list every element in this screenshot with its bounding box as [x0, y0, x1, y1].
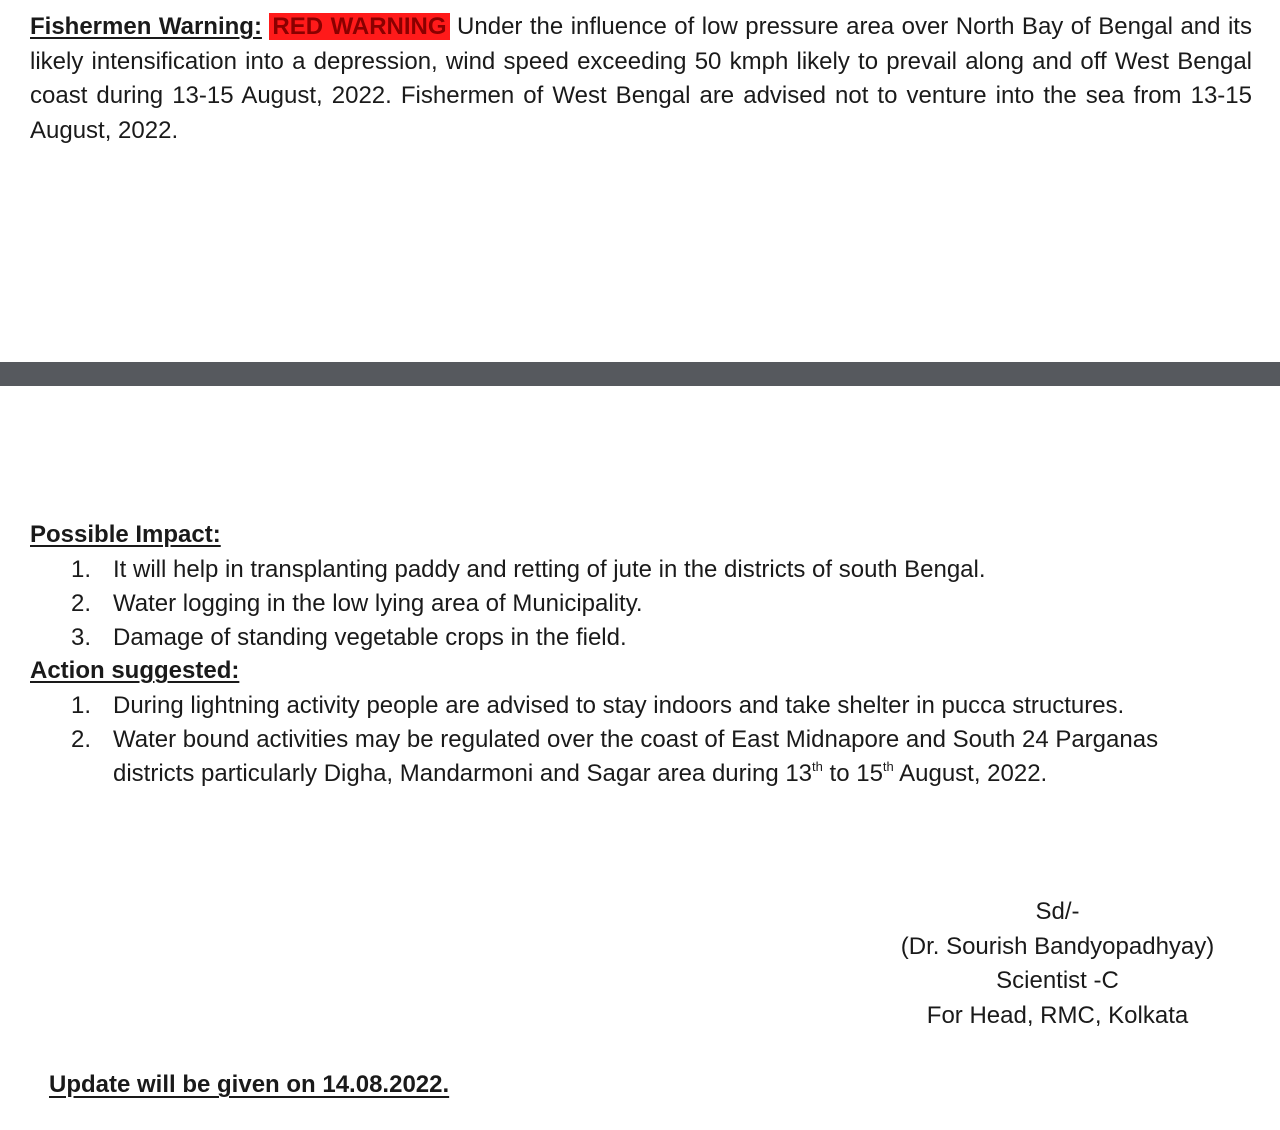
list-item-text: Damage of standing vegetable crops in the field. [113, 624, 627, 651]
signature-sd: Sd/- [1035, 898, 1080, 925]
list-item-number: 1. [71, 556, 92, 583]
action-suggested-heading: Action suggested: [30, 657, 240, 684]
fishermen-warning-heading: Fishermen Warning: [30, 13, 262, 40]
ordinal-suffix: th [882, 759, 894, 774]
fishermen-warning-body: Under the influence of low pressure area over North Bay of Bengal and its likely intensification into a depression, wind speed exceeding 50 kmph likely to prevail along and off West Bengal coast during 13-15 August, 2022. Fishermen of West Bengal are advised not to venture into the sea from 13-15 August, 2022. [30, 13, 1252, 144]
list-item-text-part: to 15 [822, 760, 883, 787]
ordinal-suffix: th [812, 759, 823, 774]
list-item-text-part: Water bound activities may be regulated over the coast of East Midnapore and South 24 Parganas districts particularly Digha, Mandarmoni and Sagar area during 13 [113, 726, 1159, 787]
possible-impact-heading: Possible Impact: [30, 521, 221, 548]
fishermen-warning-paragraph [30, 10, 1252, 148]
list-item-number: 2. [71, 590, 92, 617]
list-item-number: 2. [71, 726, 92, 753]
list-item-text [113, 723, 1225, 791]
list-item-text: Water logging in the low lying area of Municipality. [113, 590, 643, 617]
list-item-text: During lightning activity people are advised to stay indoors and take shelter in pucca structures. [113, 692, 1125, 719]
list-item-text: It will help in transplanting paddy and retting of jute in the districts of south Bengal. [113, 556, 986, 583]
list-item-number: 1. [71, 692, 92, 719]
signature-block [880, 895, 1235, 1033]
signatory-name: (Dr. Sourish Bandyopadhyay) [900, 932, 1215, 960]
signatory-office: For Head, RMC, Kolkata [926, 1001, 1189, 1029]
signatory-title: Scientist -C [996, 967, 1119, 994]
update-note: Update will be given on 14.08.2022. [49, 1071, 450, 1098]
section-divider [0, 362, 1280, 386]
red-warning-badge: RED WARNING [269, 13, 449, 40]
list-item-number: 3. [71, 624, 92, 651]
list-item-text-part: August, 2022. [893, 760, 1048, 787]
